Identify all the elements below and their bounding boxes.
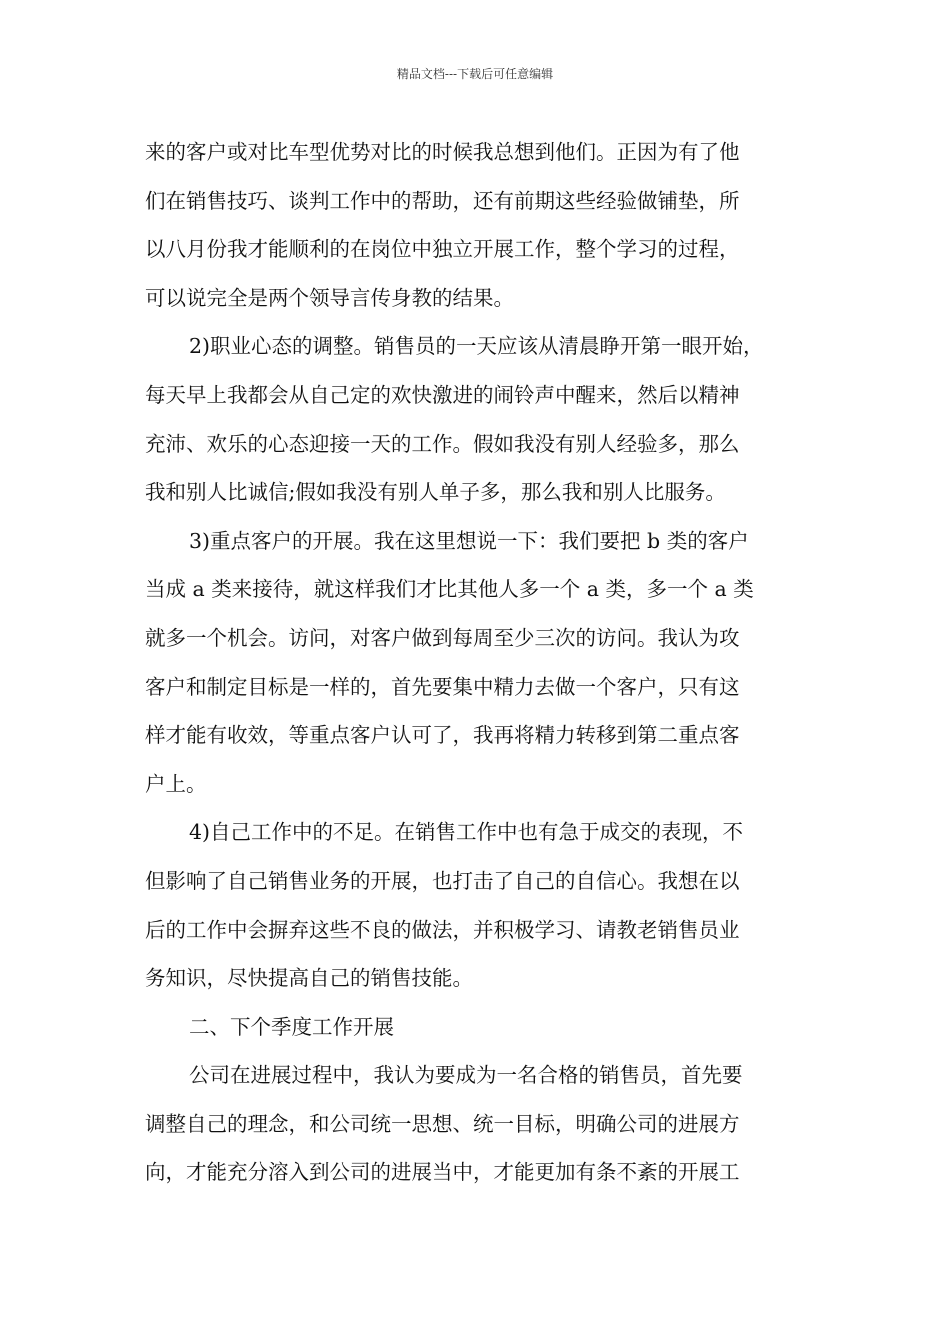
section-heading: 二、下个季度工作开展: [189, 1014, 394, 1039]
text-line: 客户和制定目标是一样的，首先要集中精力去做一个客户，只有这: [145, 674, 740, 699]
text-line: 向，才能充分溶入到公司的进展当中，才能更加有条不紊的开展工: [145, 1160, 740, 1185]
text-line: 每天早上我都会从自己定的欢快激进的闹铃声中醒来，然后以精神: [145, 382, 740, 407]
paragraph-start-line: 4)自己工作中的不足。在销售工作中也有急于成交的表现，不: [189, 820, 744, 845]
text-line: 就多一个机会。访问，对客户做到每周至少三次的访问。我认为攻: [145, 625, 740, 650]
text-line: 以八月份我才能顺利的在岗位中独立开展工作，整个学习的过程，: [145, 237, 740, 262]
paragraph-start-line: 公司在进展过程中，我认为要成为一名合格的销售员，首先要: [189, 1063, 743, 1088]
text-line: 当成 a 类来接待，就这样我们才比其他人多一个 a 类，多一个 a 类: [145, 577, 754, 602]
paragraph-start-line: 3)重点客户的开展。我在这里想说一下：我们要把 b 类的客户: [189, 528, 749, 553]
text-line: 后的工作中会摒弃这些不良的做法，并积极学习、请教老销售员业: [145, 917, 740, 942]
text-line: 务知识，尽快提高自己的销售技能。: [145, 966, 473, 991]
text-line: 可以说完全是两个领导言传身教的结果。: [145, 285, 514, 310]
paragraph-start-line: 2)职业心态的调整。销售员的一天应该从清晨睁开第一眼开始，: [189, 334, 764, 359]
text-line: 来的客户或对比车型优势对比的时候我总想到他们。正因为有了他: [145, 140, 740, 164]
text-line: 我和别人比诚信;假如我没有别人单子多，那么我和别人比服务。: [145, 480, 726, 505]
document-body: [145, 128, 813, 1197]
text-line: 户上。: [145, 771, 207, 796]
page-header: 精品文档---下载后可任意编辑: [396, 67, 554, 81]
text-line: 充沛、欢乐的心态迎接一天的工作。假如我没有别人经验多，那么: [145, 431, 740, 456]
text-line: 样才能有收效，等重点客户认可了，我再将精力转移到第二重点客: [145, 723, 740, 748]
text-line: 但影响了自己销售业务的开展，也打击了自己的自信心。我想在以: [145, 868, 740, 893]
text-line: 们在销售技巧、谈判工作中的帮助，还有前期这些经验做铺垫，所: [145, 188, 740, 213]
text-line: 调整自己的理念，和公司统一思想、统一目标，明确公司的进展方: [145, 1111, 740, 1136]
